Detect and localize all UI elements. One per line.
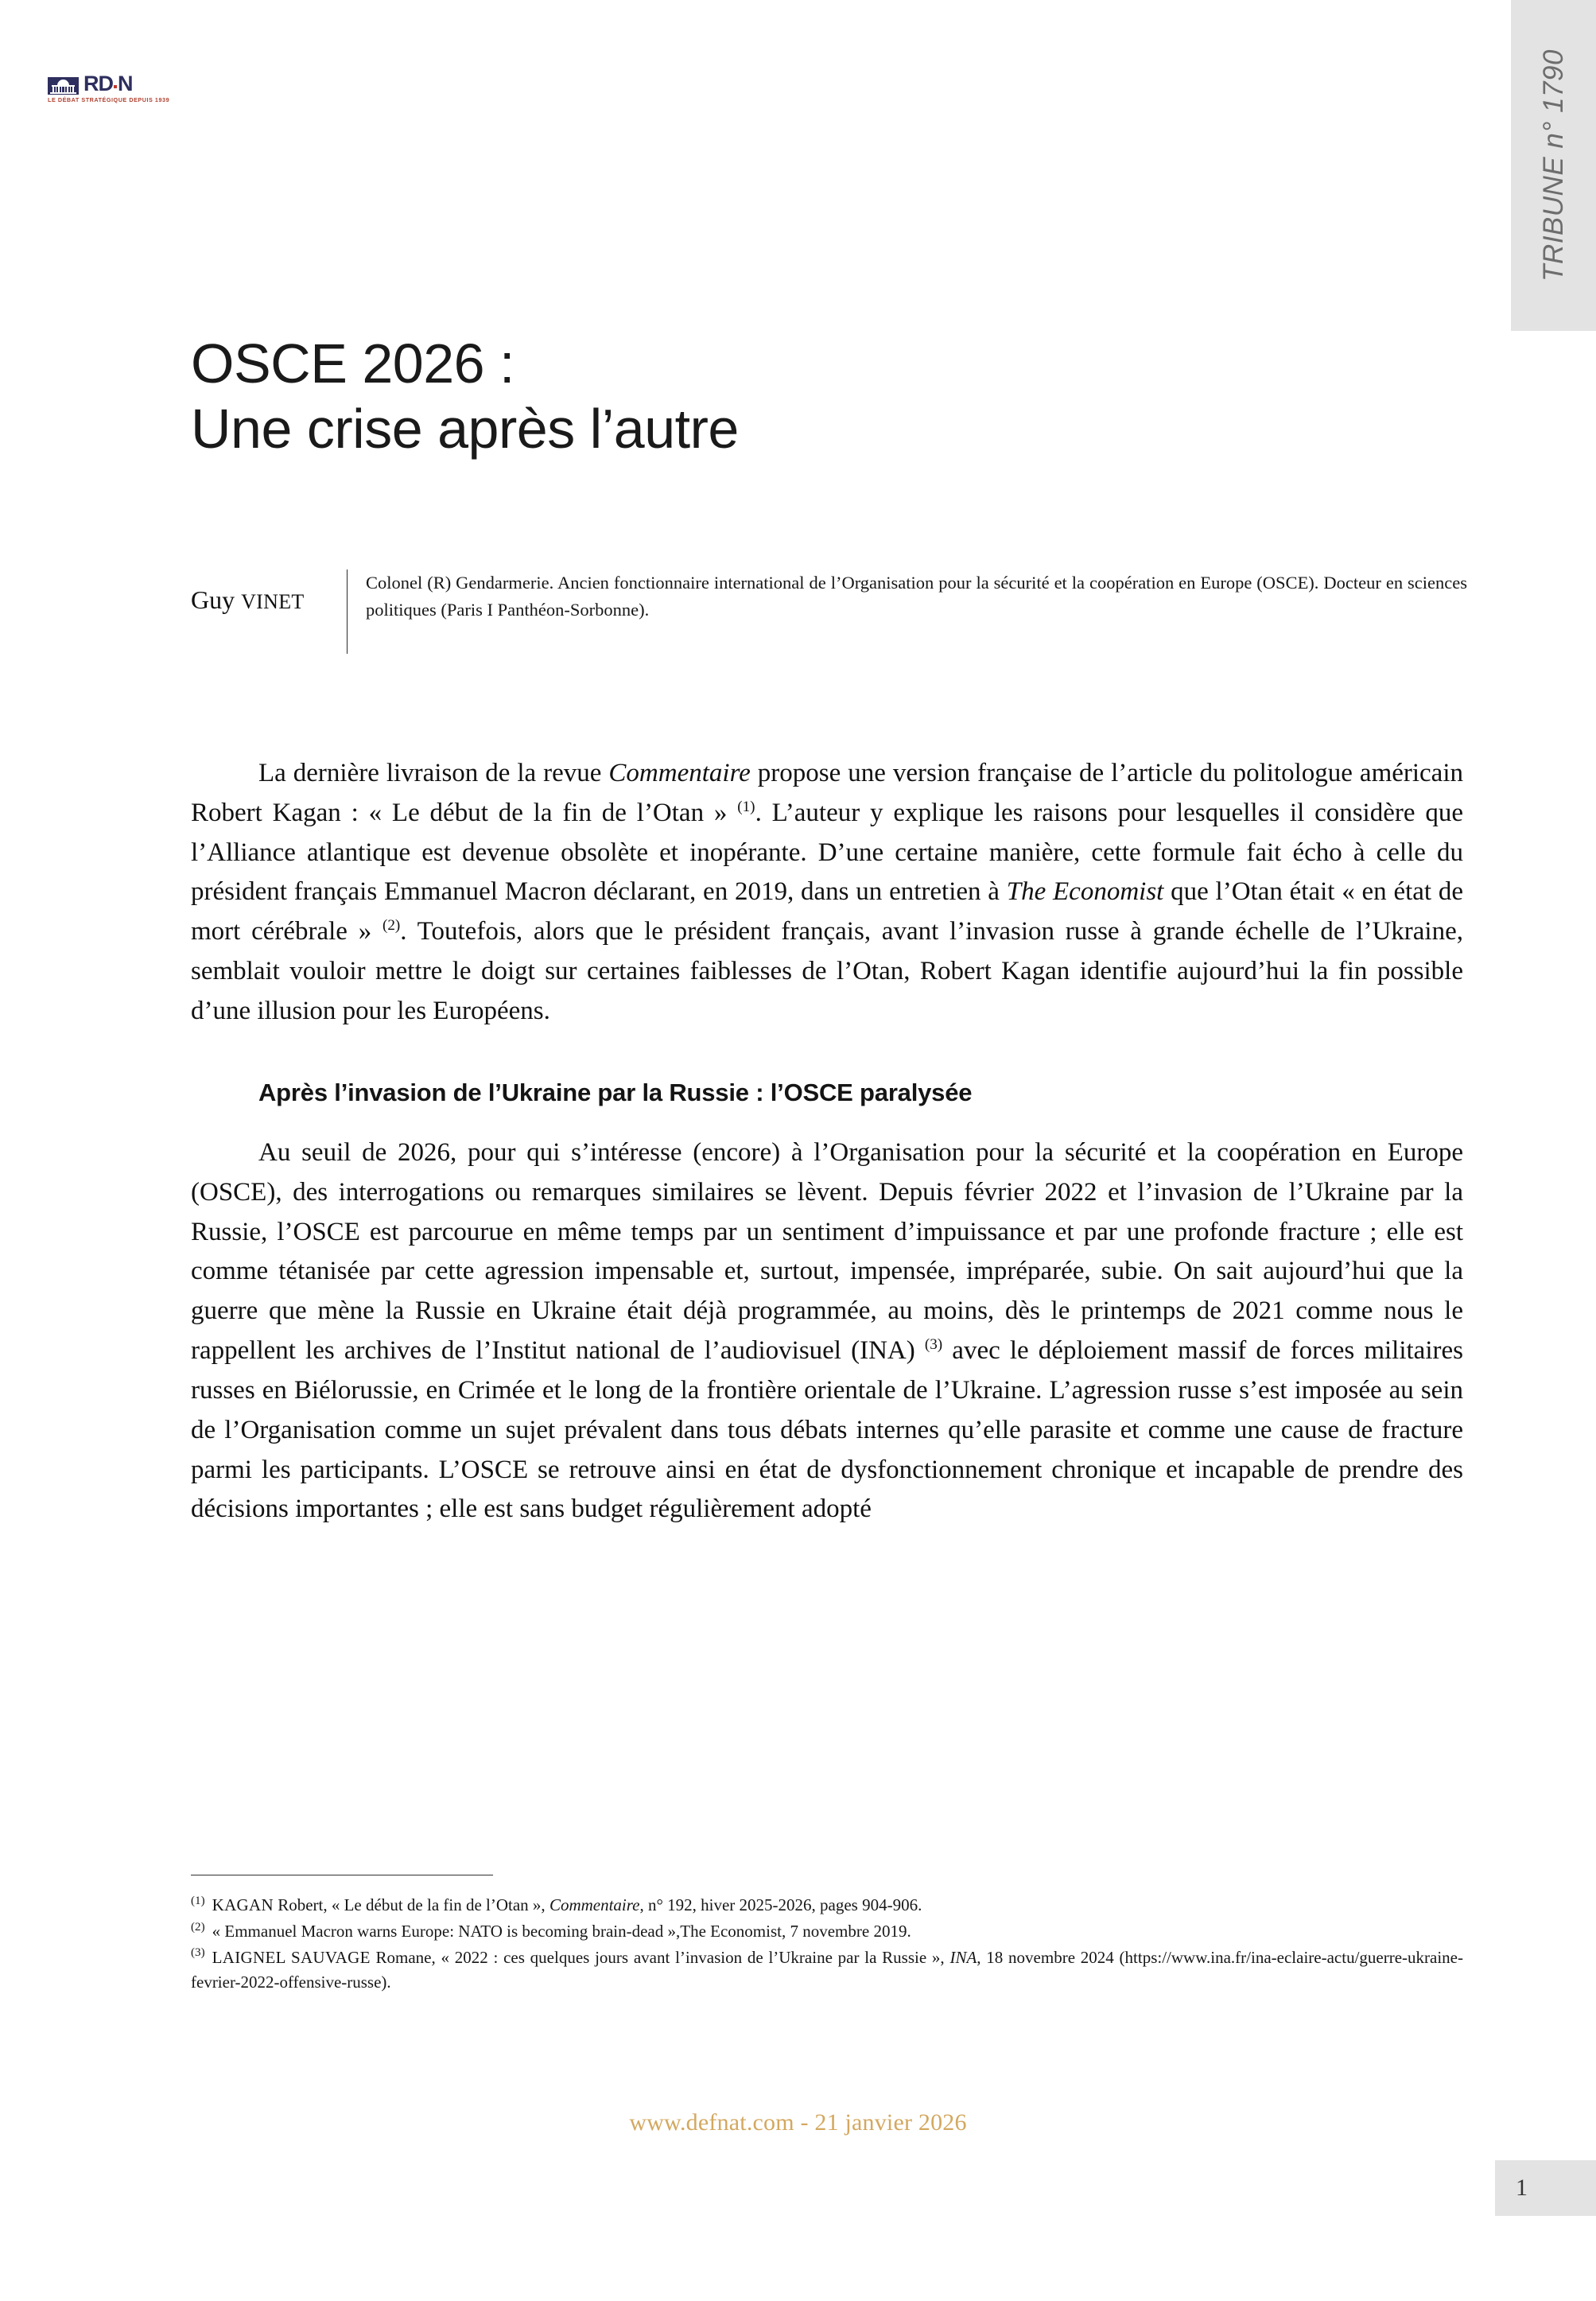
footnote-3 (191, 1945, 1463, 1995)
footnote-ref-1[interactable]: (1) (737, 798, 755, 815)
author-name (191, 569, 347, 617)
page-title-line-2: Une crise après l’autre (191, 397, 739, 460)
section-heading: Après l’invasion de l’Ukraine par la Russie : l’OSCE paralysée (258, 1078, 973, 1106)
footnote-1 (191, 1893, 1463, 1918)
footnote-ref-2[interactable]: (2) (382, 917, 401, 935)
author-first-name: Guy (191, 585, 235, 614)
footnote-3-mark: (3) (191, 1946, 205, 1960)
footnote-3-text-b: , 18 novembre 2024 (https://www.ina.fr/ina-eclaire-actu/guerre-ukraine-fevrier-2022-offensive-russe). (191, 1947, 1463, 1992)
footnote-1-text-a: Robert, « Le début de la fin de l’Otan », (273, 1895, 549, 1914)
p1-seg-1: La dernière livraison de la revue (258, 759, 609, 787)
paragraph-2 (191, 1133, 1463, 1529)
rdn-logo (48, 72, 170, 107)
author-divider (347, 569, 348, 654)
footnote-2-text-a: « Emmanuel Macron warns Europe: NATO is becoming brain-dead »,The Economist, 7 novembre 2019. (212, 1921, 911, 1941)
p1-seg-3: . L’auteur y explique les raisons pour lesquelles il considère que l’Alliance atlantique est devenue obsolète et inopérante. D’une certaine manière, cette formule fait écho à celle du président français Emmanuel Macron déclarant, en 2019, dans un entretien à (191, 798, 1463, 907)
author-block (191, 569, 1467, 654)
tribune-band (1511, 0, 1596, 331)
tribune-label: TRIBUNE n° 1790 (1537, 49, 1569, 282)
footnote-3-text-a: Romane, « 2022 : ces quelques jours avant l’invasion de l’Ukraine par la Russie », (370, 1947, 950, 1967)
footnote-3-author: LAIGNEL SAUVAGE (212, 1947, 371, 1967)
page-number: 1 (1516, 2175, 1528, 2201)
footer-url[interactable]: www.defnat.com - 21 janvier 2026 (629, 2109, 967, 2136)
paragraph-1 (191, 754, 1463, 1032)
footnote-2 (191, 1919, 1463, 1944)
p1-italic-commentaire: Commentaire (608, 759, 751, 787)
logo-row (48, 73, 147, 95)
logo-tagline: LE DÉBAT STRATÉGIQUE DEPUIS 1939 (48, 96, 170, 103)
p2-seg-1: Au seuil de 2026, pour qui s’intéresse (encore) à l’Organisation pour la sécurité et la coopération en Europe (OSCE), des interrogations ou remarques similaires se lèvent. Depuis février 2022 et l’invasion de l’Ukraine par la Russie, l’OSCE est parcourue en même temps par un sentiment d’impuissance et par une profonde fracture ; elle est comme tétanisée par cette agression impensable et, surtout, impensée, impréparée, subie. On sait aujourd’hui que la guerre que mène la Russie en Ukraine était déjà programmée, au moins, dès le printemps de 2021 comme nous le rappellent les archives de l’Institut national de l’audiovisuel (INA) (191, 1137, 1463, 1366)
footnote-1-text-b: , n° 192, hiver 2025-2026, pages 904-906. (639, 1895, 922, 1914)
p2-seg-2: avec le déploiement massif de forces militaires russes en Biélorussie, en Crimée et le long de la frontière orientale de l’Ukraine. L’agression russe s’est imposée au sein de l’Organisation comme un sujet prévalent dans tous débats internes qu’elle parasite et comme une cause de fracture parmi les participants. L’OSCE se retrouve ainsi en état de dysfonctionnement chronique et incapable de prendre des décisions importantes ; elle est sans budget régulièrement adopté (191, 1336, 1463, 1524)
footnote-ref-3[interactable]: (3) (924, 1336, 943, 1354)
author-bio: Colonel (R) Gendarmerie. Ancien fonctionnaire international de l’Organisation pour la sécurité et la coopération en Europe (OSCE). Docteur en sciences politiques (Paris I Panthéon-Sorbonne). (366, 573, 1467, 620)
article-body (191, 754, 1463, 1529)
p1-italic-economist: The Economist (1006, 877, 1164, 907)
p1-seg-4: que l’Otan était « en état de mort cérébrale » (191, 877, 1463, 946)
logo-dot-icon (114, 85, 117, 88)
page-title (191, 332, 1384, 462)
footnotes-section (191, 1875, 1463, 1996)
page-number-box (1495, 2160, 1596, 2216)
footnote-1-author: KAGAN (212, 1895, 274, 1914)
footnote-2-mark: (2) (191, 1920, 205, 1934)
author-last-name: VINET (241, 590, 305, 613)
footnote-1-italic: Commentaire (549, 1895, 640, 1914)
footnote-3-italic: INA (949, 1947, 977, 1967)
p1-seg-2: propose une version française de l’article du politologue américain Robert Kagan : « Le début de la fin de l’Otan » (191, 759, 1463, 827)
classical-building-icon (48, 77, 79, 95)
p1-seg-5: . Toutefois, alors que le président français, avant l’invasion russe à grande échelle de l’Ukraine, semblait vouloir mettre le doigt sur certaines faiblesses de l’Otan, Robert Kagan identifie aujourd’hui la fin possible d’une illusion pour les Européens. (191, 917, 1463, 1025)
footnote-1-mark: (1) (191, 1894, 205, 1907)
logo-wordmark: RD N (83, 72, 133, 95)
page-title-line-1: OSCE 2026 : (191, 332, 515, 395)
